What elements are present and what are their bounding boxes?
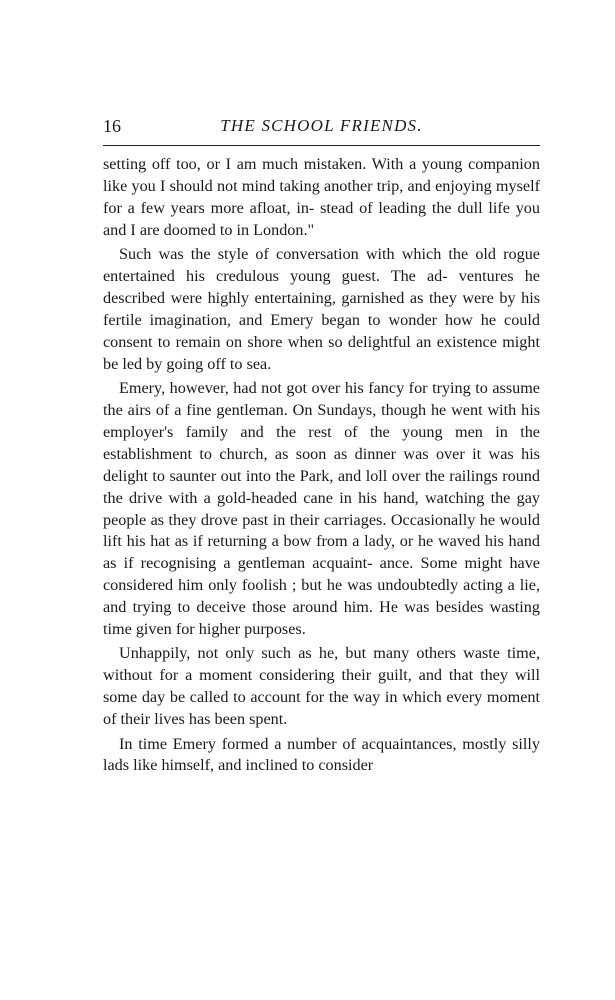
page-number: 16: [103, 116, 121, 136]
paragraph: Unhappily, not only such as he, but many others waste time, without for a moment considering their guilt, and that they will some day be called to account for the way in which every moment of their lives has been spent.: [103, 644, 540, 729]
running-head: [103, 114, 540, 140]
running-title: THE SCHOOL FRIENDS.: [220, 116, 423, 135]
paragraph: In time Emery formed a number of acquaintances, mostly silly lads like himself, and inclined to consider: [103, 734, 540, 775]
paragraph: Emery, however, had not got over his fancy for trying to assume the airs of a fine gentleman. On Sundays, though he went with his employer's family and the rest of the young men in the establishment to church, as soon as dinner was over it was his delight to saunter out into the Park, and loll over the railings round the drive with a gold-headed cane in his hand, watching the gay people as they drove past in their carriages. Occasionally he would lift his hat as if returning a bow from a lady, or he waved his hand as if recognising a gentleman acquaint- ance. Some might have considered him only foolish ; but he was undoubtedly acting a lie, and trying to deceive those around him. He was besides wasting time given for higher purposes.: [103, 379, 540, 639]
paragraph: Such was the style of conversation with which the old rogue entertained his credulous young guest. The ad- ventures he described were highly entertaining, garnished as they were by his fertile imagination, and Emery began to wonder how he could consent to remain on shore when so delightful an existence might be led by going off to sea.: [103, 245, 540, 373]
paragraph: setting off too, or I am much mistaken. With a young companion like you I should not mind taking another trip, and enjoying myself for a few years more afloat, in- stead of leading the dull life you and I are doomed to in London.": [103, 155, 540, 239]
body-text: [103, 154, 540, 780]
header-rule: [103, 145, 540, 146]
